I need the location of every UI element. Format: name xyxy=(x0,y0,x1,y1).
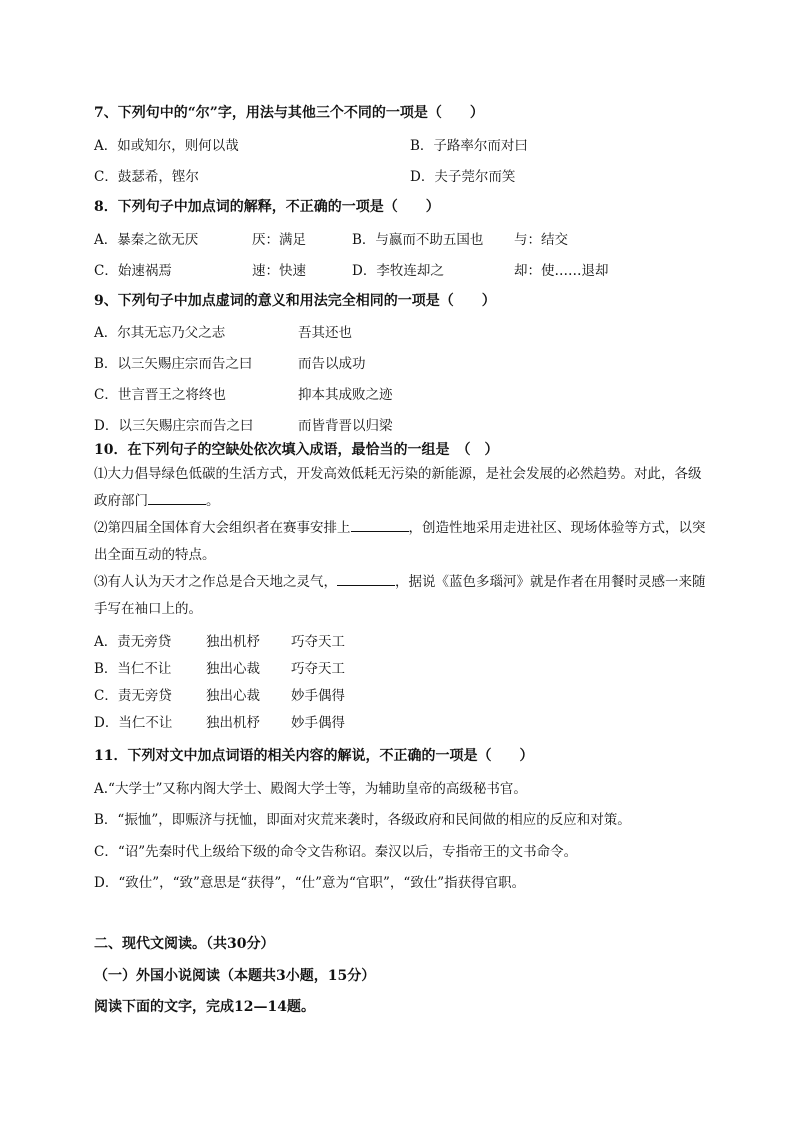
q10-sentence-1 xyxy=(94,461,706,515)
q10-option-d-1: D．当仁不让 xyxy=(94,715,173,731)
q11-option-a: A.“大学士”又称内阁大学士、殿阁大学士等，为辅助皇帝的高级秘书官。 xyxy=(94,781,527,797)
q10-option-b-3: 巧夺天工 xyxy=(291,661,345,677)
q10-blank-2 xyxy=(351,519,409,532)
q11-stem: 11．下列对文中加点词语的相关内容的解说，不正确的一项是（ ） xyxy=(94,748,534,764)
q8-option-a-gloss: 厌：满足 xyxy=(252,232,306,248)
q10-sentence-1-end: 。 xyxy=(206,493,220,509)
q7-stem: 7、下列句中的“尔”字，用法与其他三个不同的一项是（ ） xyxy=(94,105,484,121)
q10-option-a-3: 巧夺天工 xyxy=(291,634,345,650)
q10-option-c-2: 独出心裁 xyxy=(206,688,260,704)
q10-option-b-2: 独出心裁 xyxy=(206,661,260,677)
q11-option-b: B．“振恤”，即赈济与抚恤，即面对灾荒来袭时，各级政府和民间做的相应的反应和对策。 xyxy=(94,812,631,828)
q10-option-b-1: B．当仁不让 xyxy=(94,661,172,677)
q10-sentence-2 xyxy=(94,515,706,569)
q8-stem: 8．下列句子中加点词的解释，不正确的一项是（ ） xyxy=(94,199,440,215)
q10-option-a-1: A．责无旁贷 xyxy=(94,634,172,650)
q10-sentence-3-text: ⑶有人认为天才之作总是合天地之灵气， xyxy=(94,574,337,590)
q10-sentence-3-end: ，据说《蓝色多瑙河》就是作者在用餐时灵感一来随手写在袖口上的。 xyxy=(94,574,706,617)
q8-option-b: B．与嬴而不助五国也 xyxy=(352,232,484,248)
q10-stem: 10．在下列句子的空缺处依次填入成语，最恰当的一组是 （ ） xyxy=(94,442,499,458)
q10-option-c-3: 妙手偶得 xyxy=(291,688,345,704)
q10-blank-3 xyxy=(337,573,395,586)
q10-option-c-1: C．责无旁贷 xyxy=(94,688,172,704)
q10-sentence-2-end: ，创造性地采用走进社区、现场体验等方式，以突出全面互动的特点。 xyxy=(94,520,706,563)
q9-option-a: A．尔其无忘乃父之志 xyxy=(94,325,226,341)
q8-option-a: A．暴秦之欲无厌 xyxy=(94,232,199,248)
q8-option-d: D．李牧连却之 xyxy=(352,263,444,279)
q8-option-c: C．始速祸焉 xyxy=(94,263,172,279)
q9-option-b-compare: 而告以成功 xyxy=(298,356,366,372)
section-2-title: 二、现代文阅读。（共30分） xyxy=(94,936,275,952)
q9-option-c-compare: 抑本其成败之迹 xyxy=(298,387,393,403)
q9-option-d-compare: 而皆背晋以归梁 xyxy=(298,418,393,434)
q9-stem: 9、下列句子中加点虚词的意义和用法完全相同的一项是（ ） xyxy=(94,293,496,309)
q10-option-d-2: 独出机杼 xyxy=(206,715,260,731)
section-2-subtitle: （一）外国小说阅读（本题共3小题，15分） xyxy=(94,968,376,984)
q9-option-d: D．以三矢赐庄宗而告之曰 xyxy=(94,418,254,434)
q7-option-c: C．鼓瑟希，铿尔 xyxy=(94,169,199,185)
q10-sentence-2-text: ⑵第四届全国体育大会组织者在赛事安排上 xyxy=(94,520,351,536)
q10-sentence-3 xyxy=(94,569,706,623)
q10-option-d-3: 妙手偶得 xyxy=(291,715,345,731)
q10-blank-1 xyxy=(148,492,206,505)
q7-option-a: A．如或知尔，则何以哉 xyxy=(94,138,239,154)
q8-option-b-gloss: 与：结交 xyxy=(514,232,568,248)
q8-option-c-gloss: 速：快速 xyxy=(252,263,306,279)
q11-option-d: D．“致仕”，“致”意思是“获得”，“仕”意为“官职”，“致仕”指获得官职。 xyxy=(94,875,526,891)
q10-sentence-1-text: ⑴大力倡导绿色低碳的生活方式，开发高效低耗无污染的新能源，是社会发展的必然趋势。对此，各级政府部门 xyxy=(94,466,702,509)
q10-option-a-2: 独出机杼 xyxy=(206,634,260,650)
q11-option-c: C．“诏”先秦时代上级给下级的命令文告称诏。秦汉以后，专指帝王的文书命令。 xyxy=(94,844,578,860)
q7-option-b: B．子路率尔而对曰 xyxy=(410,138,528,154)
q8-option-d-gloss: 却：使……退却 xyxy=(514,263,609,279)
q7-option-d: D．夫子莞尔而笑 xyxy=(410,169,516,185)
q9-option-b: B．以三矢赐庄宗而告之曰 xyxy=(94,356,253,372)
q9-option-a-compare: 吾其还也 xyxy=(298,325,352,341)
q9-option-c: C．世言晋王之将终也 xyxy=(94,387,226,403)
section-2-instruction: 阅读下面的文字，完成12—14题。 xyxy=(94,999,315,1015)
